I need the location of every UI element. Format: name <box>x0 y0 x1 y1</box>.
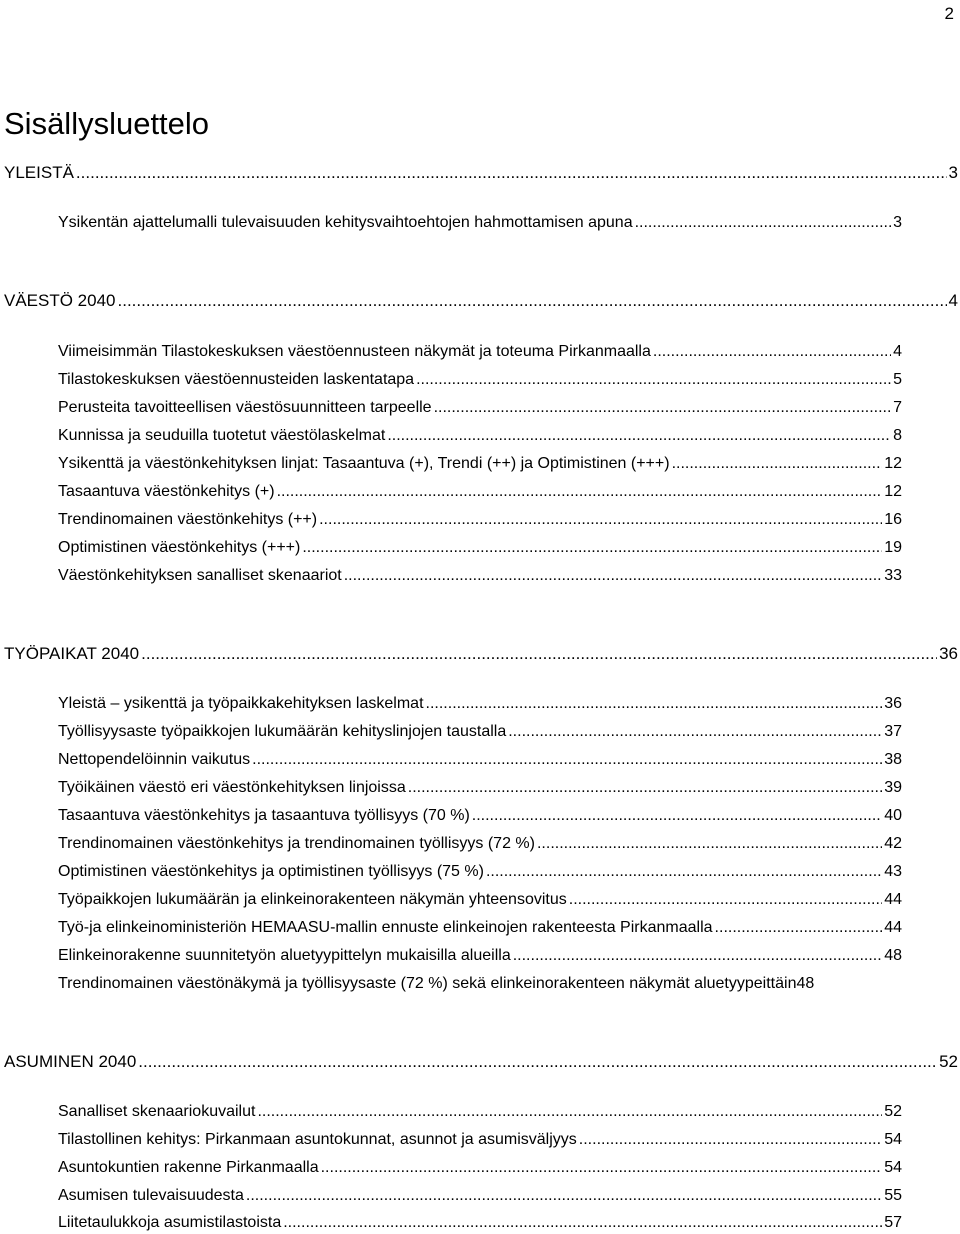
toc-entry-label: Työ-ja elinkeinoministeriön HEMAASU-mallin ennuste elinkeinojen rakenteesta Pirkanmaalla <box>58 919 713 936</box>
toc-entry-label: Tilastokeskuksen väestöennusteiden laskentatapa <box>58 371 415 388</box>
toc-entry-page: 37 <box>884 723 902 740</box>
dot-leader <box>426 693 883 715</box>
toc-heading-page: 4 <box>948 291 958 310</box>
toc-heading-label: ASUMINEN 2040 <box>4 1052 137 1071</box>
toc-entry-label: Asuntokuntien rakenne Pirkanmaalla <box>58 1159 319 1176</box>
toc-entry-page: 48 <box>796 975 815 992</box>
dot-leader <box>321 1157 883 1179</box>
page-number: 2 <box>944 4 954 23</box>
toc-entry-label: Väestönkehityksen sanalliset skenaariot <box>58 567 342 584</box>
toc-entry-page: 3 <box>893 214 902 231</box>
toc-heading-page: 52 <box>939 1052 958 1071</box>
dot-leader <box>344 565 882 587</box>
toc-entry-page: 39 <box>884 779 902 796</box>
toc-entry-label: Kunnissa ja seuduilla tuotetut väestölaskelmat <box>58 427 386 444</box>
toc-heading-tyopaikat[interactable] <box>4 642 958 666</box>
toc-heading-vaesto[interactable] <box>4 289 958 313</box>
toc-heading-yleista[interactable] <box>4 161 958 185</box>
toc-entry[interactable] <box>58 861 902 883</box>
toc-entry[interactable] <box>58 537 902 559</box>
toc-entry[interactable] <box>58 693 902 715</box>
toc-entry-label: Yleistä – ysikenttä ja työpaikkakehityksen laskelmat <box>58 695 424 712</box>
toc-entry[interactable] <box>58 509 902 531</box>
toc-entry-page: 48 <box>884 947 902 964</box>
dot-leader <box>579 1129 882 1151</box>
toc-entry-label: Perusteita tavoitteellisen väestösuunnitteen tarpeelle <box>58 399 432 416</box>
toc-heading-page: 36 <box>939 644 958 663</box>
toc-entry-page: 57 <box>884 1214 902 1231</box>
dot-leader <box>302 537 882 559</box>
toc-entry-label: Trendinomainen väestönkehitys ja trendinomainen työllisyys (72 %) <box>58 835 535 852</box>
toc-entry[interactable] <box>58 1212 902 1234</box>
toc-entry-label: Optimistinen väestönkehitys (+++) <box>58 539 301 556</box>
dot-leader <box>486 861 882 883</box>
toc-entry-page: 5 <box>893 371 902 388</box>
toc-entry-label: Trendinomainen väestönkehitys (++) <box>58 511 318 528</box>
toc-entry[interactable] <box>58 565 902 587</box>
toc-entry[interactable] <box>58 453 902 475</box>
toc-entry-page: 38 <box>884 751 902 768</box>
toc-entry-label: Liitetaulukkoja asumistilastoista <box>58 1214 282 1231</box>
dot-leader <box>319 509 882 531</box>
toc-entry[interactable] <box>58 749 902 771</box>
toc-entry[interactable] <box>58 397 902 419</box>
toc-entry[interactable] <box>58 721 902 743</box>
dot-leader <box>387 425 891 447</box>
toc-entry[interactable] <box>58 369 902 391</box>
toc-entry-label: Ysikenttä ja väestönkehityksen linjat: Tasaantuva (+), Trendi (++) ja Optimistinen (+++) <box>58 455 670 472</box>
toc-entry-label: Tasaantuva väestönkehitys ja tasaantuva työllisyys (70 %) <box>58 807 470 824</box>
toc-heading-label: YLEISTÄ <box>4 163 74 182</box>
dot-leader <box>283 1212 882 1234</box>
toc-heading-asuminen[interactable] <box>4 1050 958 1074</box>
toc-entry-page: 54 <box>884 1131 902 1148</box>
toc-entry-label: Optimistinen väestönkehitys ja optimistinen työllisyys (75 %) <box>58 863 484 880</box>
toc-entry[interactable] <box>58 1157 902 1179</box>
toc-entry-page: 4 <box>893 343 902 360</box>
dot-leader <box>569 889 882 911</box>
toc-entry[interactable] <box>58 481 902 503</box>
toc-entry-page: 52 <box>884 1103 902 1120</box>
toc-entry-page: 44 <box>884 891 902 908</box>
dot-leader <box>635 212 892 234</box>
dot-leader <box>76 161 947 185</box>
toc-entry[interactable] <box>58 973 920 995</box>
toc-entry[interactable] <box>58 212 902 234</box>
toc-entry-label: Nettopendelöinnin vaikutus <box>58 751 251 768</box>
toc-entry-page: 40 <box>884 807 902 824</box>
toc-entry-label: Tilastollinen kehitys: Pirkanmaan asuntokunnat, asunnot ja asumisväljyys <box>58 1131 577 1148</box>
dot-leader <box>672 453 883 475</box>
dot-leader <box>246 1185 882 1207</box>
toc-entry-label: Tasaantuva väestönkehitys (+) <box>58 483 275 500</box>
toc-entry-page: 8 <box>893 427 902 444</box>
toc-entry-label: Ysikentän ajattelumalli tulevaisuuden kehitysvaihtoehtojen hahmottamisen apuna <box>58 214 633 231</box>
toc-entry-label: Työpaikkojen lukumäärän ja elinkeinorakenteen näkymän yhteensovitus <box>58 891 567 908</box>
toc-entry-page: 33 <box>884 567 902 584</box>
dot-leader <box>138 1050 937 1074</box>
toc-entry-page: 54 <box>884 1159 902 1176</box>
toc-entry[interactable] <box>58 833 902 855</box>
toc-entry[interactable] <box>58 945 902 967</box>
toc-heading-page: 3 <box>948 163 958 182</box>
dot-leader <box>277 481 883 503</box>
dot-leader <box>434 397 892 419</box>
toc-entry[interactable] <box>58 805 902 827</box>
toc-entry-page: 19 <box>884 539 902 556</box>
dot-leader <box>472 805 882 827</box>
dot-leader <box>141 642 937 666</box>
toc-entry-label: Viimeisimmän Tilastokeskuksen väestöennusteen näkymät ja toteuma Pirkanmaalla <box>58 343 651 360</box>
toc-entry[interactable] <box>58 341 902 363</box>
toc-entry[interactable] <box>58 889 902 911</box>
toc-entry-label: Työllisyysaste työpaikkojen lukumäärän kehityslinjojen taustalla <box>58 723 507 740</box>
toc-entry-page: 44 <box>884 919 902 936</box>
toc-entry[interactable] <box>58 1185 902 1207</box>
dot-leader <box>257 1101 882 1123</box>
dot-leader <box>408 777 882 799</box>
dot-leader <box>416 369 891 391</box>
dot-leader <box>252 749 882 771</box>
toc-title: Sisällysluettelo <box>4 106 210 141</box>
toc-entry-page: 43 <box>884 863 902 880</box>
toc-entry-label: Työikäinen väestö eri väestönkehityksen linjoissa <box>58 779 406 796</box>
dot-leader <box>513 945 882 967</box>
toc-entry-label: Asumisen tulevaisuudesta <box>58 1187 244 1204</box>
toc-entry[interactable] <box>58 1101 902 1123</box>
toc-entry[interactable] <box>58 425 902 447</box>
toc-entry[interactable] <box>58 1129 902 1151</box>
toc-entry-page: 16 <box>884 511 902 528</box>
dot-leader <box>653 341 891 363</box>
toc-entry-page: 42 <box>884 835 902 852</box>
toc-entry-label: Trendinomainen väestönäkymä ja työllisyysaste (72 %) sekä elinkeinorakenteen näkymät aluetyypeittäin <box>58 975 797 992</box>
toc-entry-page: 36 <box>884 695 902 712</box>
toc-entry-page: 12 <box>884 483 902 500</box>
dot-leader <box>715 917 883 939</box>
dot-leader <box>118 289 947 313</box>
toc-entry-page: 7 <box>893 399 902 416</box>
toc-heading-label: TYÖPAIKAT 2040 <box>4 644 140 663</box>
toc-entry-label: Sanalliset skenaariokuvailut <box>58 1103 256 1120</box>
toc-entry[interactable] <box>58 777 902 799</box>
toc-entry-page: 12 <box>884 455 902 472</box>
toc-entry[interactable] <box>58 917 902 939</box>
toc-entry-page: 55 <box>884 1187 902 1204</box>
dot-leader <box>508 721 882 743</box>
toc-heading-label: VÄESTÖ 2040 <box>4 291 116 310</box>
dot-leader <box>537 833 882 855</box>
toc-entry-label: Elinkeinorakenne suunnitetyön aluetyypittelyn mukaisilla alueilla <box>58 947 511 964</box>
